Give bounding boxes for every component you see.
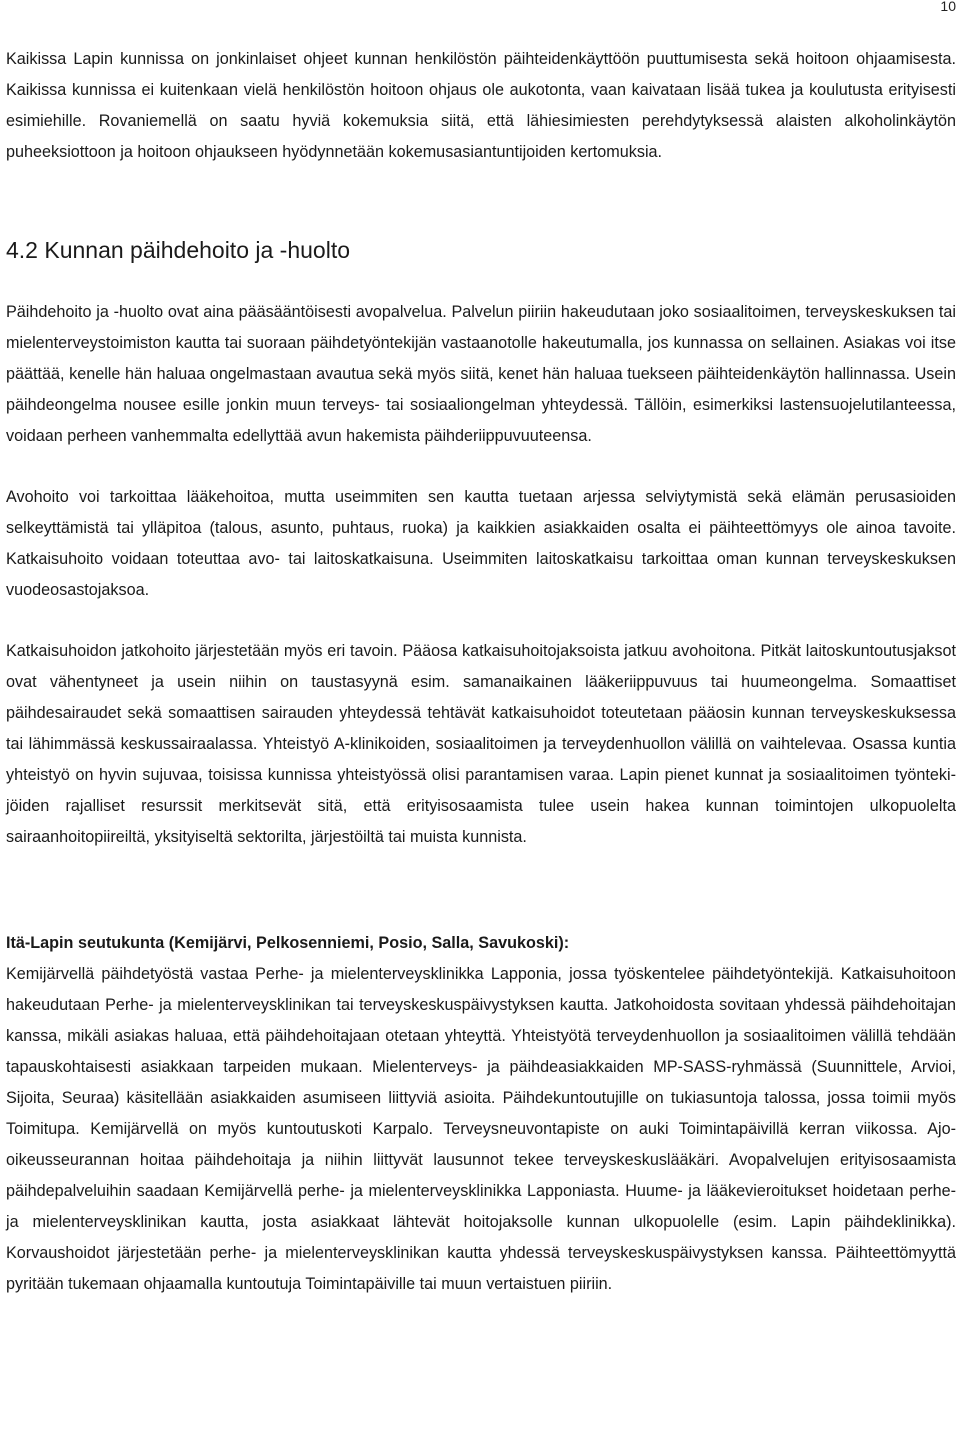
paragraph-staff-substance-guidelines: Kaikissa Lapin kunnissa on jonkinlaiset ohjeet kunnan henkilöstön päihteidenkäyttöön puuttumisesta sekä hoitoon ohjaamisesta. Kaikissa kunnissa ei kuitenkaan vielä henkilöstön hoitoon ohjaus ole aukotonta, vaan kaivataan lisää tukea ja koulutusta erityisesti esimiehille. Rovaniemellä on saatu hyviä kokemuksia siitä, että lähiesimiesten perehdytyksessä alaisten alkoholinkäytön puheeksiottoon ja hoitoon ohjaukseen hyödynnetään kokemusasiantuntijoiden kertomuksia.	[6, 50, 956, 161]
page-content	[6, 44, 956, 1300]
paragraph-outpatient-services: Päihdehoito ja -huolto ovat aina pääsääntöisesti avopalvelua. Palvelun piiriin hakeudutaan joko sosiaalitoimen, terveyskeskuksen tai mielenterveystoimiston kautta tai suoraan päihdetyöntekijän vastaanotolle hakeutumalla, jos kunnassa on sellainen. Asiakas voi itse päättää, kenelle hän haluaa ongelmastaan avautua sekä myös siitä, kenet hän haluaa tuekseen päihteidenkäytön hallinnassa. Usein päihdeongelma nousee esille jonkin muun terveys- tai sosiaaliongelman yhteydessä. Tällöin, esimerkiksi lastensuojelutilanteessa, voidaan perheen vanhemmalta edellyttää avun hakemista päihderiippuvuuteensa.	[6, 303, 956, 445]
page-number: 10	[940, 0, 956, 14]
paragraph-outpatient-care: Avohoito voi tarkoittaa lääkehoitoa, mutta useimmiten sen kautta tuetaan arjessa selviytymistä sekä elämän perusasioiden selkeyttämistä tai ylläpitoa (talous, asunto, puhtaus, ruoka) ja kaikkien asiakkaiden osalta ei päihteettömyys ole ainoa tavoite. Katkaisuhoito voidaan toteuttaa avo- tai laitoskatkaisuna. Useimmiten laitoskatkaisu tarkoittaa oman kunnan terveyskeskuksen vuodeosastojaksoa.	[6, 488, 956, 599]
paragraph-kemijarvi-services: Kemijärvellä päihdetyöstä vastaa Perhe- ja mielenterveysklinikka Lapponia, jossa työskentelee päihdetyöntekijä. Katkaisuhoitoon hakeudutaan Perhe- ja mielenterveysklinikan tai terveyskeskuspäivystyksen kautta. Jatkohoidosta sovitaan yhdessä päihdehoitajan kanssa, mikäli asiakas haluaa, että päihdehoitajaan otetaan yhteyttä. Yhteistyötä terveydenhuollon ja sosiaalitoimen välillä tehdään tapauskohtaisesti asiakkaan tarpeiden mukaan. Mielenterveys- ja päihdeasiakkaiden MP-SASS-ryhmässä (Suunnittele, Arvioi, Sijoita, Seuraa) käsitellään asiakkaiden asumiseen liittyviä asioita. Päihdekuntoutujille on tukiasuntoja talossa, jossa toimii myös Toimitupa. Kemijärvellä on myös kuntoutuskoti Karpalo. Terveysneuvontapiste on auki Toimintapäivillä kerran viikossa. Ajo-oikeusseurannan hoitaa päihdehoitaja ja niihin liittyvät lausunnot tekee terveyskeskuslääkäri. Avopalvelujen erityisosaamista päihdepalveluihin saadaan Kemijärvellä perhe- ja mielenterveysklinikka Lapponiasta. Huume- ja lääkevieroitukset hoidetaan perhe- ja mielenterveysklinikan kautta, josta asiakkaat lähtevät hoitojaksolle kunnan ulkopuolelle (esim. Lapin päihdeklinikka). Korvaushoidot järjestetään perhe- ja mielenterveysklinikan kautta yhdessä terveyskeskuspäivystyksen kanssa. Päihteettömyyttä pyritään tukemaan ohjaamalla kuntoutuja Toimintapäiville tai muun vertaistuen piiriin.	[6, 965, 956, 1293]
section-heading: 4.2 Kunnan päihdehoito ja -huolto	[6, 237, 351, 263]
region-heading: Itä-Lapin seutukunta (Kemijärvi, Pelkosenniemi, Posio, Salla, Savukoski):	[6, 934, 570, 952]
paragraph-follow-up-care: Katkaisuhoidon jatkohoito järjestetään myös eri tavoin. Pääosa katkaisuhoitojaksoista jatkuu avohoitona. Pitkät laitoskuntoutusjaksot ovat vähentyneet ja usein niihin on taustasyynä esim. samanaikainen lääkeriippuvuus tai huumeongelma. Somaattiset päihdesairaudet sekä somaattisen sairauden yhteydessä tehtävät katkaisuhoidot toteutetaan pääosin kunnan terveyskeskuksessa tai lähimmässä keskussairaalassa. Yhteistyö A-klinikoiden, sosiaalitoimen ja terveydenhuollon välillä on vaihtelevaa. Osassa kuntia yhteistyö on hyvin sujuvaa, toisissa kunnissa yhteistyössä olisi parantamisen varaa. Lapin pienet kunnat ja sosiaalitoimen työntekijöiden rajalliset resurssit merkitsevät sitä, että erityisosaamista tulee usein hakea kunnan toimintojen ulkopuolelta sairaanhoitopiireiltä, yksityiseltä sektorilta, järjestöiltä tai muista kunnista.	[6, 642, 956, 846]
